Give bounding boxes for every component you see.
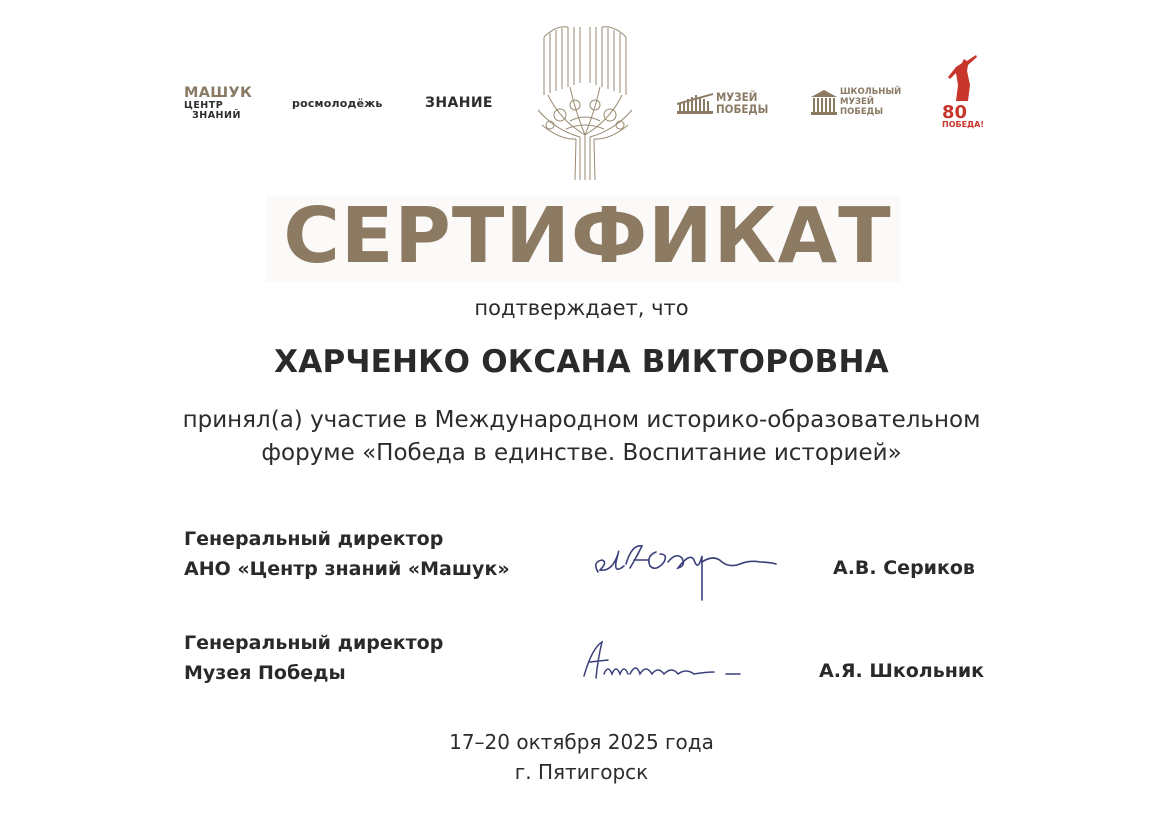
signatory-2-title <box>184 628 443 688</box>
signatory-1-title <box>184 524 510 584</box>
description-line2: форуме «Победа в единстве. Воспитание историей» <box>261 440 902 466</box>
signature-2-icon <box>574 628 774 712</box>
description-line1: принял(а) участие в Международном историко-образовательном <box>182 407 981 433</box>
school-museum-icon <box>811 88 837 116</box>
logo-muzei-pobedy <box>677 91 768 115</box>
logo-shkolny-muzei <box>811 87 901 117</box>
logo-rosmolodezh: росмолодёжь <box>292 97 383 110</box>
museum-building-icon <box>677 91 713 115</box>
logo-mashuk-line1: МАШУК <box>184 85 253 101</box>
logo-shk-line1: ШКОЛЬНЫЙ <box>840 87 902 97</box>
signatory-2-name: А.Я. Школьник <box>819 660 985 682</box>
logo-shk-line2: МУЗЕЙ <box>840 97 874 107</box>
logo-mashuk-line2: ЦЕНТР <box>184 100 224 111</box>
description <box>0 404 1163 470</box>
logo-muzei-line1: МУЗЕЙ <box>716 90 758 104</box>
signatory-2-title-line1: Генеральный директор <box>184 632 444 654</box>
event-dates: 17–20 октября 2025 года <box>449 730 714 754</box>
logo-muzei-line2: ПОБЕДЫ <box>716 102 769 116</box>
logo-80-word: ПОБЕДА! <box>942 120 984 129</box>
signatory-1-title-line2: АНО «Центр знаний «Машук» <box>184 558 510 580</box>
logo-mashuk-line3: ЗНАНИЙ <box>192 110 241 121</box>
signature-1-icon <box>590 532 790 616</box>
event-city: г. Пятигорск <box>514 760 649 784</box>
signatory-1-name: А.В. Сериков <box>833 557 975 579</box>
logo-mashuk <box>184 86 252 121</box>
recipient-name: ХАРЧЕНКО ОКСАНА ВИКТОРОВНА <box>274 344 889 380</box>
certificate-title: СЕРТИФИКАТ <box>283 192 892 281</box>
logo-znanie: ЗНАНИЕ <box>425 95 493 111</box>
tree-emblem-icon <box>530 25 640 189</box>
signatory-2-title-line2: Музея Победы <box>184 662 346 684</box>
motherland-statue-icon <box>940 55 984 129</box>
logo-80-pobeda <box>940 55 984 133</box>
logo-shk-line3: ПОБЕДЫ <box>840 107 884 117</box>
signatory-1-title-line1: Генеральный директор <box>184 528 444 550</box>
logo-80-number: 80 <box>942 102 968 123</box>
confirm-text: подтверждает, что <box>474 296 689 320</box>
